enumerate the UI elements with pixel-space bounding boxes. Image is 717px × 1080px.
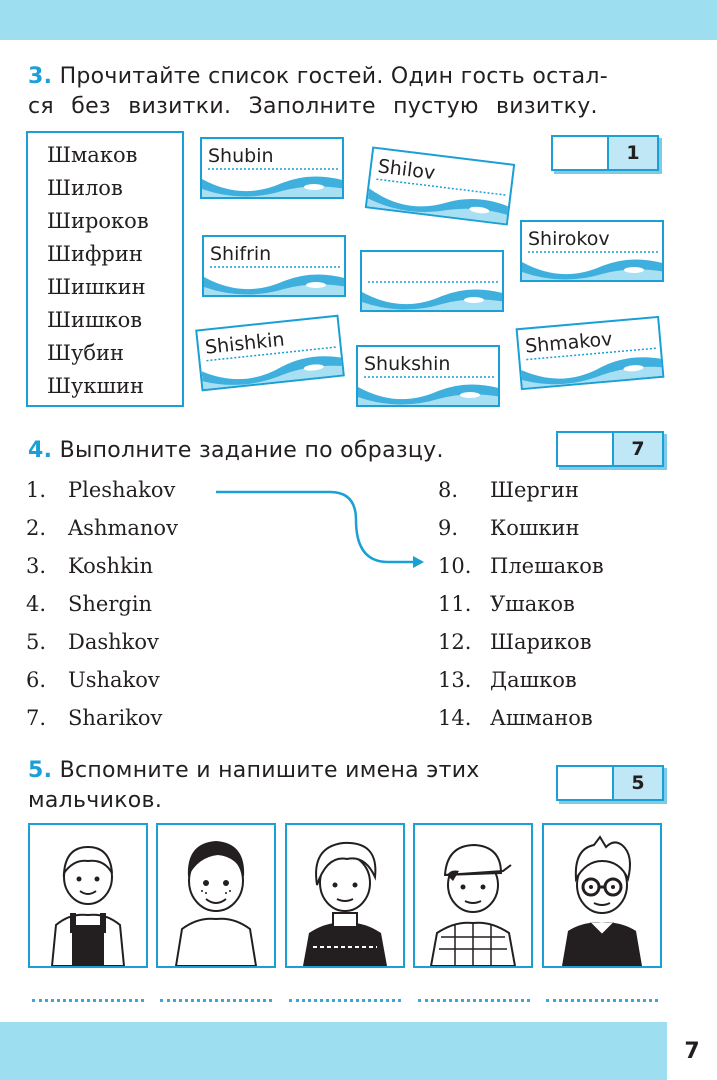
- task5-number: 5.: [28, 758, 53, 783]
- item-name: Плешаков: [490, 554, 604, 578]
- card-name: Shifrin: [210, 243, 272, 265]
- boy-picture-glasses: [542, 823, 662, 968]
- task4-score-box: [556, 431, 664, 467]
- task3-line1: Прочитайте список гостей. Один гость остал-: [59, 64, 608, 89]
- item-name: Ушаков: [490, 592, 575, 616]
- list-item: [438, 661, 604, 699]
- list-item: [438, 585, 604, 623]
- matching-arrow-icon: [210, 480, 430, 580]
- latin-names-list: [26, 471, 178, 737]
- boy-overalls-icon: [30, 825, 146, 966]
- page-number: 7: [667, 1022, 717, 1080]
- guest-name: Шилов: [47, 176, 123, 200]
- card-name: Shirokov: [528, 228, 610, 250]
- boy-picture-cap: [413, 823, 533, 968]
- business-card: [520, 220, 664, 282]
- boy-freckles-icon: [158, 825, 274, 966]
- task3-number: 3.: [28, 64, 53, 89]
- list-item: [438, 509, 604, 547]
- item-number: 14.: [438, 706, 472, 730]
- boy-picture-freckles: [156, 823, 276, 968]
- boy-sweater-icon: [287, 825, 403, 966]
- item-number: 9.: [438, 516, 459, 540]
- item-name: Sharikov: [68, 706, 163, 730]
- business-card: [195, 315, 345, 392]
- item-number: 11.: [438, 592, 472, 616]
- item-number: 4.: [26, 592, 47, 616]
- business-card: [365, 146, 515, 225]
- task3-line2: ся без визитки. Заполните пустую визитку.: [28, 94, 598, 119]
- score-value: 5: [612, 767, 662, 799]
- business-card: [202, 235, 346, 297]
- answer-line[interactable]: [546, 998, 658, 1002]
- guest-list: [26, 131, 184, 407]
- item-name: Ашманов: [490, 706, 593, 730]
- task4-instructions: [28, 436, 444, 466]
- guest-name: Шишкин: [47, 275, 146, 299]
- empty-business-card[interactable]: [360, 250, 504, 312]
- task5-score-box: [556, 765, 664, 801]
- item-name: Dashkov: [68, 630, 159, 654]
- card-name: Shukshin: [364, 353, 451, 375]
- card-name: Shilov: [376, 155, 437, 185]
- wave-decoration: [362, 252, 504, 312]
- list-item: [26, 471, 178, 509]
- score-value: 7: [612, 433, 662, 465]
- task5-line1: Вспомните и напишите имена этих: [59, 758, 480, 783]
- item-name: Ushakov: [68, 668, 160, 692]
- guest-name: Шифрин: [47, 242, 143, 266]
- guest-name: Шмаков: [47, 143, 138, 167]
- boy-glasses-icon: [544, 825, 660, 966]
- item-number: 7.: [26, 706, 47, 730]
- boy-picture-sweater: [285, 823, 405, 968]
- item-name: Koshkin: [68, 554, 154, 578]
- answer-line[interactable]: [32, 998, 144, 1002]
- list-item: [26, 509, 178, 547]
- guest-name: Шукшин: [47, 374, 144, 398]
- item-name: Шариков: [490, 630, 592, 654]
- boy-cap-icon: [415, 825, 531, 966]
- card-name: Shmakov: [524, 328, 614, 358]
- business-card: [516, 316, 665, 390]
- list-item: [438, 623, 604, 661]
- item-name: Дашков: [490, 668, 577, 692]
- cyrillic-names-list: [438, 471, 604, 737]
- list-item: [26, 585, 178, 623]
- answer-line[interactable]: [418, 998, 530, 1002]
- score-value: 1: [607, 137, 657, 169]
- card-name: Shishkin: [203, 328, 286, 359]
- business-card: [356, 345, 500, 407]
- task5-line2: мальчиков.: [28, 788, 163, 813]
- boy-picture-overalls: [28, 823, 148, 968]
- item-name: Shergin: [68, 592, 153, 616]
- task3-score-box: [551, 135, 659, 171]
- list-item: [26, 547, 178, 585]
- card-name: Shubin: [208, 145, 274, 167]
- item-number: 8.: [438, 478, 459, 502]
- item-number: 1.: [26, 478, 47, 502]
- guest-name: Шубин: [47, 341, 124, 365]
- item-name: Кошкин: [490, 516, 580, 540]
- list-item: [438, 471, 604, 509]
- list-item: [438, 547, 604, 585]
- item-number: 10.: [438, 554, 472, 578]
- list-item: [438, 699, 604, 737]
- task4-number: 4.: [28, 438, 53, 463]
- answer-line[interactable]: [289, 998, 401, 1002]
- item-number: 2.: [26, 516, 47, 540]
- business-card: [200, 137, 344, 199]
- task3-instructions: [28, 62, 668, 122]
- task4-text: Выполните задание по образцу.: [59, 438, 444, 463]
- item-number: 13.: [438, 668, 472, 692]
- top-band: [0, 0, 717, 40]
- item-number: 3.: [26, 554, 47, 578]
- list-item: [26, 661, 178, 699]
- item-name: Pleshakov: [68, 478, 176, 502]
- answer-line[interactable]: [160, 998, 272, 1002]
- guest-name: Широков: [47, 209, 149, 233]
- item-number: 5.: [26, 630, 47, 654]
- list-item: [26, 623, 178, 661]
- task5-instructions: [28, 756, 480, 816]
- item-number: 12.: [438, 630, 472, 654]
- bottom-band: [0, 1022, 717, 1080]
- item-name: Шергин: [490, 478, 579, 502]
- item-name: Ashmanov: [68, 516, 178, 540]
- item-number: 6.: [26, 668, 47, 692]
- guest-name: Шишков: [47, 308, 143, 332]
- list-item: [26, 699, 178, 737]
